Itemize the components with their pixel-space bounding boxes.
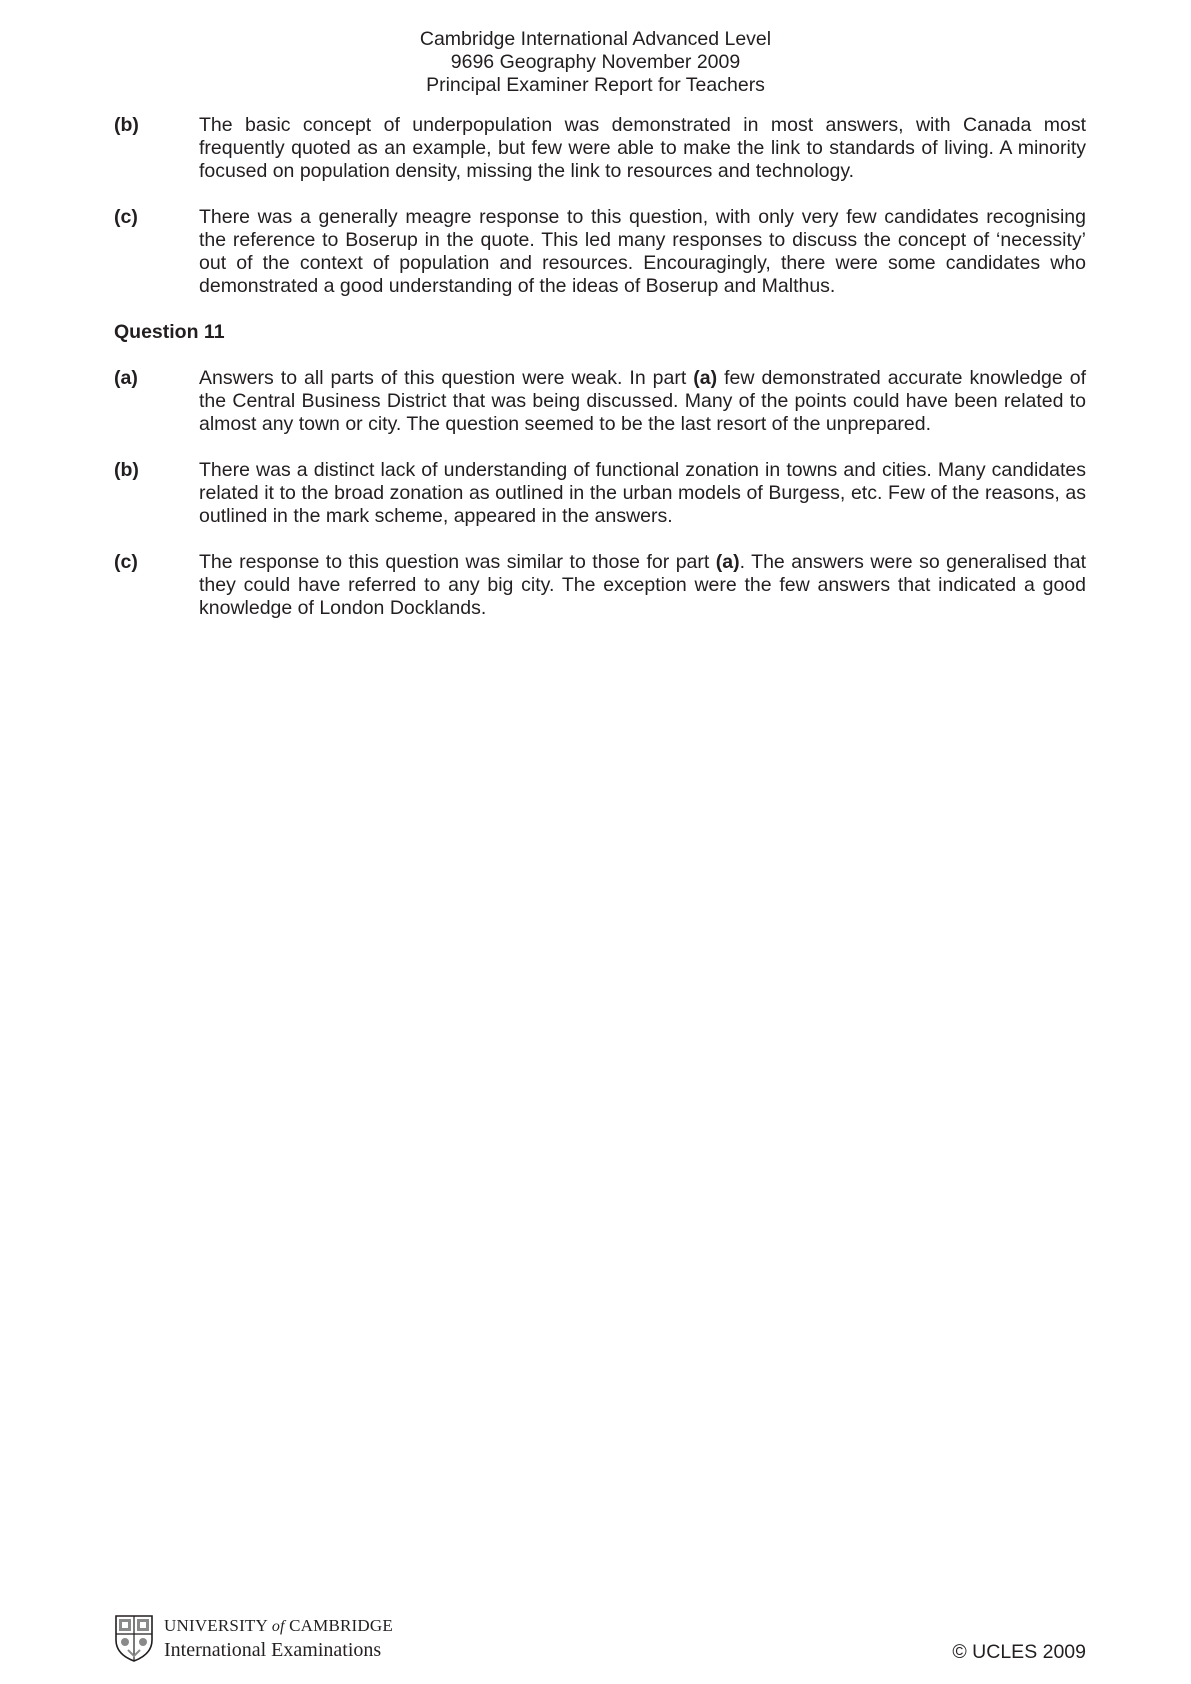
report-body (114, 114, 1086, 643)
cambridge-crest-icon (114, 1614, 154, 1662)
item-text: There was a distinct lack of understanding of functional zonation in towns and cities. Many candidates related it to the broad zonation as outlined in the urban models of Burgess, etc. Few of the reasons, as outlined in the mark scheme, appeared in the answers. (199, 459, 1086, 527)
cambridge-logo (114, 1614, 393, 1662)
logo-university-line (164, 1615, 393, 1638)
header-line-1: Cambridge International Advanced Level (419, 28, 772, 50)
page-footer (114, 1614, 1086, 1666)
logo-university: UNIVERSITY (164, 1615, 268, 1635)
logo-text (164, 1615, 393, 1662)
question-11-item-a (114, 367, 1086, 436)
logo-of: of (271, 1617, 285, 1635)
bold-part-ref: (a) (715, 551, 740, 573)
item-label: (a) (114, 367, 138, 389)
item-b (114, 114, 1086, 183)
item-label: (c) (114, 206, 138, 228)
bold-part-ref: (a) (693, 367, 718, 389)
item-text: There was a generally meagre response to this question, with only very few candidates recognising the reference to Boserup in the quote. This led many responses to discuss the concept of ‘necessity’ out of the context of population and resources. Encouragingly, there were some candidates who demonstrated a good understanding of the ideas of Boserup and Malthus. (199, 206, 1086, 297)
text-segment: . The answers were so generalised that they could have referred to any big city. The exception were the few answers that indicated a good knowledge of London Docklands. (199, 551, 1086, 619)
logo-international-examinations: International Examinations (164, 1638, 382, 1661)
item-text (199, 551, 1086, 620)
copyright-notice: © UCLES 2009 (952, 1641, 1086, 1663)
item-text: The basic concept of underpopulation was demonstrated in most answers, with Canada most frequently quoted as an example, but few were able to make the link to standards of living. A minority focused on population density, missing the link to resources and technology. (199, 114, 1086, 182)
question-11-item-b (114, 459, 1086, 528)
item-label: (b) (114, 459, 139, 481)
page-header (0, 28, 1191, 97)
item-text (199, 367, 1086, 436)
text-segment: The response to this question was similar to those for part (199, 551, 716, 573)
question-11-item-c (114, 551, 1086, 620)
text-segment: Answers to all parts of this question were weak. In part (199, 367, 694, 389)
header-line-3: Principal Examiner Report for Teachers (426, 74, 765, 96)
item-label: (b) (114, 114, 139, 136)
logo-cambridge: CAMBRIDGE (289, 1615, 393, 1635)
text-segment: few demonstrated accurate knowledge of the Central Business District that was being discussed. Many of the points could have been related to almost any town or city. The question seemed to be the last resort of the unprepared. (199, 367, 1086, 435)
question-11-heading: Question 11 (114, 321, 225, 343)
header-line-2: 9696 Geography November 2009 (450, 51, 741, 73)
item-label: (c) (114, 551, 138, 573)
item-c (114, 206, 1086, 298)
